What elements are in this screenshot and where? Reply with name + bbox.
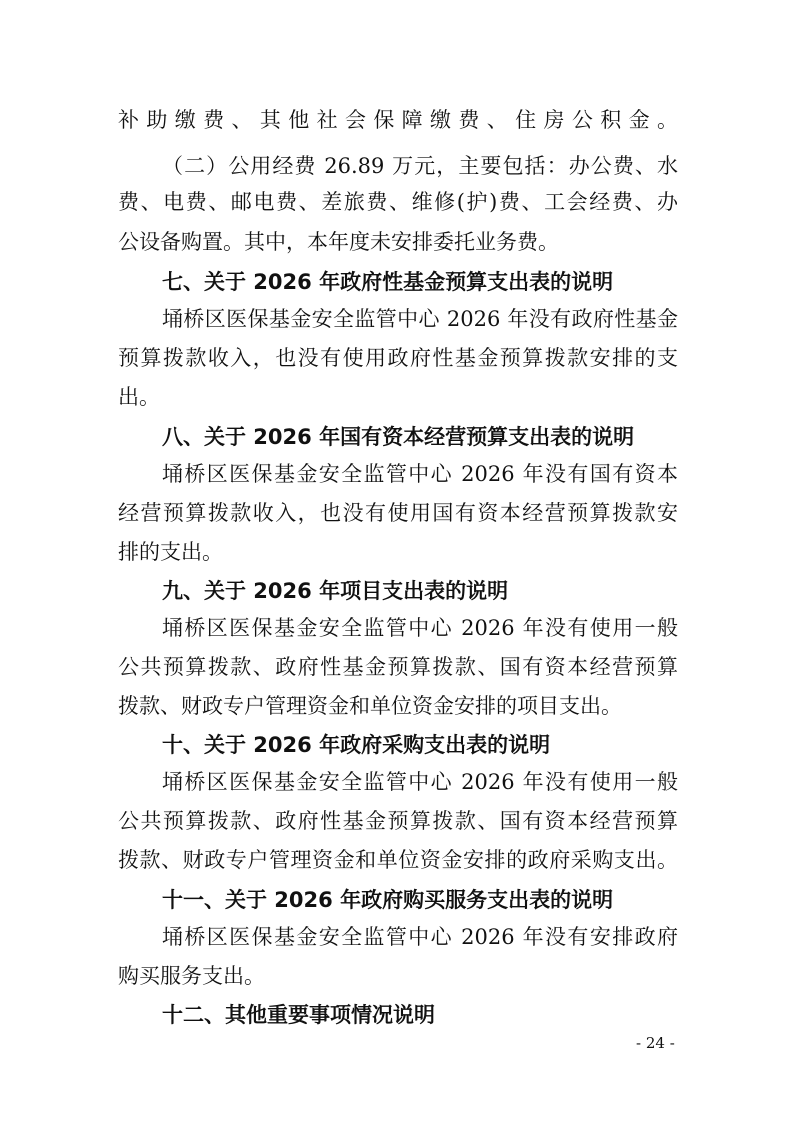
paragraph-line: 埇桥区医保基金安全监管中心 2026 年没有国有资本 — [162, 462, 678, 486]
section-heading: 十二、其他重要事项情况说明 — [162, 1003, 435, 1027]
paragraph-line: 公共预算拨款、政府性基金预算拨款、国有资本经营预算 — [118, 655, 678, 679]
paragraph-line: 预算拨款收入，也没有使用政府性基金预算拨款安排的支 — [118, 346, 678, 370]
paragraph-line: 埇桥区医保基金安全监管中心 2026 年没有政府性基金 — [162, 307, 678, 331]
section-heading: 十、关于 2026 年政府采购支出表的说明 — [162, 733, 551, 757]
paragraph-line: 费、电费、邮电费、差旅费、维修(护)费、工会经费、办 — [118, 190, 678, 214]
section-heading: 十一、关于 2026 年政府购买服务支出表的说明 — [162, 888, 614, 912]
paragraph-line: 补助缴费、其他社会保障缴费、住房公积金。 — [118, 108, 678, 132]
paragraph-line: 经营预算拨款收入，也没有使用国有资本经营预算拨款安 — [118, 501, 678, 525]
paragraph-line: 公共预算拨款、政府性基金预算拨款、国有资本经营预算 — [118, 809, 678, 833]
paragraph-line: 购买服务支出。 — [118, 964, 265, 988]
paragraph-line: 埇桥区医保基金安全监管中心 2026 年没有使用一般 — [162, 770, 678, 794]
paragraph-line: 埇桥区医保基金安全监管中心 2026 年没有安排政府 — [162, 925, 678, 949]
paragraph-line: 出。 — [118, 385, 160, 409]
section-heading: 七、关于 2026 年政府性基金预算支出表的说明 — [162, 270, 614, 294]
paragraph-line: 排的支出。 — [118, 540, 223, 564]
paragraph-line: 拨款、财政专户管理资金和单位资金安排的政府采购支出。 — [118, 848, 678, 872]
paragraph-line: 拨款、财政专户管理资金和单位资金安排的项目支出。 — [118, 694, 622, 718]
section-heading: 九、关于 2026 年项目支出表的说明 — [162, 579, 509, 603]
section-heading: 八、关于 2026 年国有资本经营预算支出表的说明 — [162, 425, 635, 449]
paragraph-line: 埇桥区医保基金安全监管中心 2026 年没有使用一般 — [162, 616, 678, 640]
paragraph-line: 公设备购置。其中，本年度未安排委托业务费。 — [118, 230, 559, 254]
paragraph-line: （二）公用经费 26.89 万元，主要包括：办公费、水 — [162, 154, 678, 178]
page-number: - 24 - — [636, 1034, 675, 1052]
